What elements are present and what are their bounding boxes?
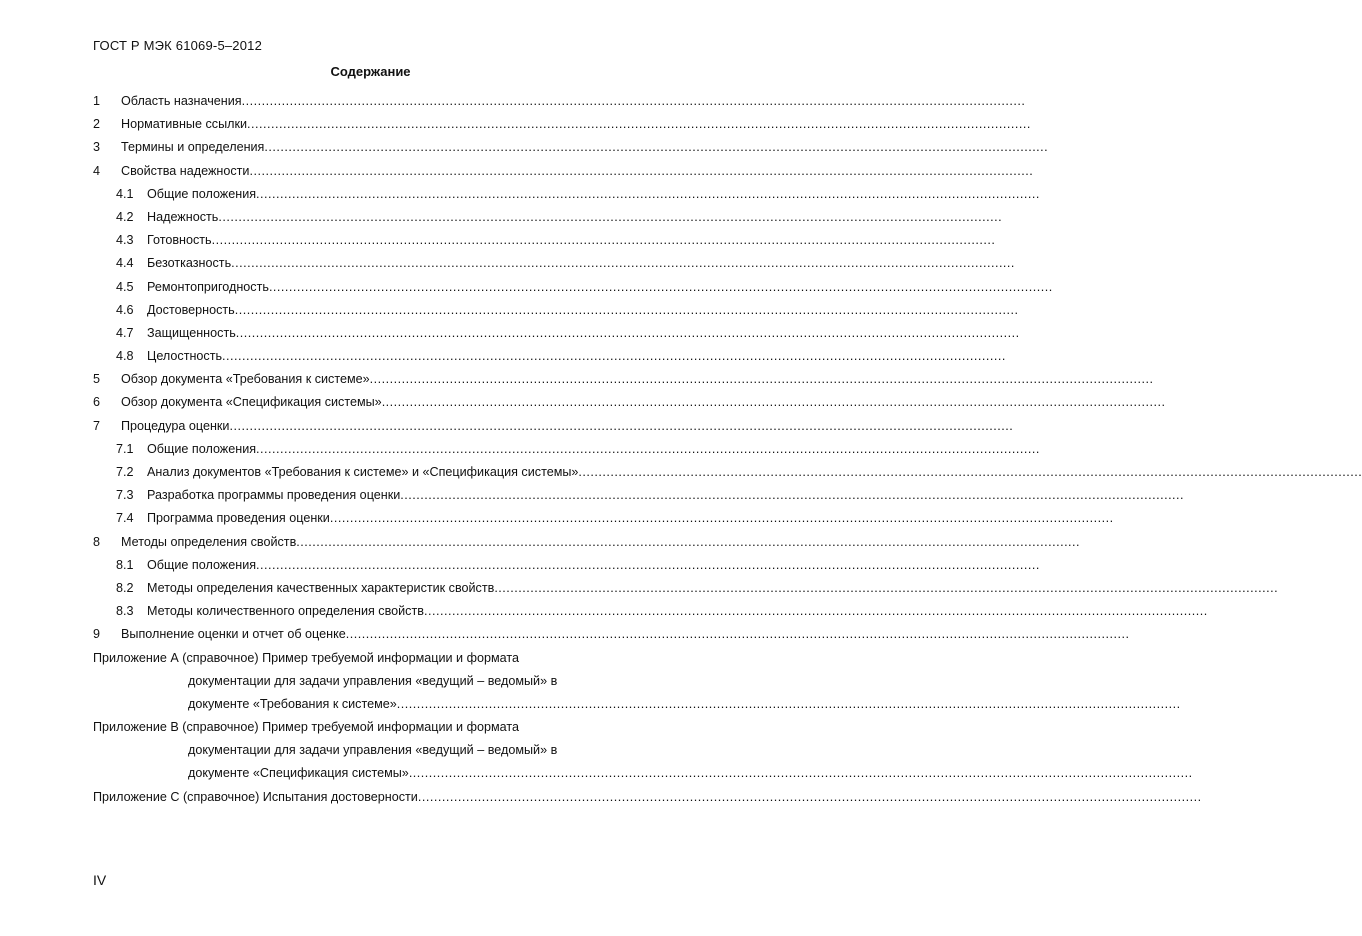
toc-entry-number: 4.7: [116, 325, 134, 340]
appendix-text: Приложение А (справочное) Пример требуемой информации и формата: [93, 650, 519, 665]
dot-leader: [400, 484, 1184, 507]
dot-leader: [409, 762, 1193, 785]
toc-entry-number: 4.2: [116, 209, 134, 224]
table-of-contents: [93, 90, 628, 809]
toc-entry: [93, 206, 628, 229]
document-page: [0, 0, 661, 936]
dot-leader: [397, 693, 1181, 716]
dot-leader: [330, 507, 1114, 530]
toc-entry-title: Разработка программы проведения оценки: [147, 488, 401, 503]
toc-entry-number: 3: [93, 140, 101, 155]
dot-leader: [247, 113, 1031, 136]
toc-entry: [93, 484, 628, 507]
dot-leader: [424, 600, 1208, 623]
toc-entry: [93, 438, 628, 461]
appendix-line: [93, 670, 628, 693]
toc-entry-title: Методы определения качественных характеристик свойств: [147, 580, 495, 595]
toc-entry: [93, 461, 628, 484]
dot-leader: [418, 786, 1202, 809]
toc-entry-title: Обзор документа «Требования к системе»: [121, 372, 370, 387]
appendix-text: документации для задачи управления «ведущий – ведомый» в: [188, 743, 558, 758]
toc-entry-number: 8: [93, 534, 101, 549]
toc-entry: [93, 299, 628, 322]
toc-entry-number: 9: [93, 627, 101, 642]
toc-entry-title: Надежность: [147, 209, 219, 224]
appendix-entry: [93, 786, 628, 809]
dot-leader: [264, 136, 1048, 159]
toc-entry-title: Общие положения: [147, 186, 257, 201]
dot-leader: [296, 531, 1080, 554]
appendix-text: Приложение В (справочное) Пример требуемой информации и формата: [93, 720, 519, 735]
toc-entry-title: Анализ документов «Требования к системе» и «Спецификация системы»: [147, 465, 579, 479]
dot-leader: [231, 252, 1015, 275]
toc-entry: [93, 415, 628, 438]
toc-entry-title: Область назначения: [121, 94, 242, 108]
toc-entry-title: Целостность: [147, 349, 223, 364]
toc-entry-number: 7.4: [116, 511, 134, 526]
toc-entry-title: Процедура оценки: [121, 418, 230, 433]
toc-entry-title: Методы определения свойств: [121, 534, 297, 549]
toc-entry: [93, 252, 628, 275]
dot-leader: [242, 90, 1026, 113]
toc-entry: [93, 322, 628, 345]
dot-leader: [222, 345, 1006, 368]
toc-entry-number: 8.3: [116, 604, 134, 619]
toc-entry-title: Безотказность: [147, 256, 232, 271]
toc-entry: [93, 136, 628, 159]
toc-entry-number: 2: [93, 117, 101, 132]
dot-leader: [269, 276, 1053, 299]
toc-entry: [93, 345, 628, 368]
toc-entry: [93, 160, 628, 183]
toc-entry: [93, 600, 628, 623]
toc-entry-title: Термины и определения: [121, 140, 265, 155]
toc-entry-number: 7: [93, 418, 101, 433]
appendix-text: документе «Требования к системе»: [188, 696, 397, 711]
appendix-line: [93, 739, 628, 762]
document-code: ГОСТ Р МЭК 61069-5–2012: [93, 38, 263, 53]
appendix-line: [93, 693, 628, 716]
dot-leader: [370, 368, 1154, 391]
toc-entry: [93, 577, 628, 600]
appendix-line: [93, 647, 628, 670]
toc-entry-number: 8.1: [116, 557, 134, 572]
toc-entry-number: 4.1: [116, 186, 134, 201]
dot-leader: [249, 160, 1033, 183]
dot-leader: [235, 299, 1019, 322]
dot-leader: [256, 438, 1040, 461]
dot-leader: [494, 577, 1278, 600]
toc-entry-number: 4.4: [116, 256, 134, 271]
toc-entry: [93, 368, 628, 391]
appendix-text: документации для задачи управления «ведущий – ведомый» в: [188, 673, 558, 688]
appendix-text: документе «Спецификация системы»: [188, 766, 409, 781]
toc-entry-title: Общие положения: [147, 441, 257, 456]
appendix-entry: [93, 647, 628, 717]
toc-entry: [93, 183, 628, 206]
toc-entry-number: 4.5: [116, 279, 134, 294]
toc-entry: [93, 507, 628, 530]
toc-entry-number: 4.3: [116, 233, 134, 248]
toc-entry-number: 4: [93, 163, 101, 178]
toc-entry-number: 7.1: [116, 441, 134, 456]
toc-entry-number: 4.8: [116, 349, 134, 364]
toc-entry-title: Обзор документа «Спецификация системы»: [121, 395, 382, 410]
toc-entry-title: Защищенность: [147, 325, 236, 340]
toc-entry: [93, 229, 628, 252]
toc-entry: [93, 554, 628, 577]
toc-entry: [93, 276, 628, 299]
toc-entry-number: 7.3: [116, 488, 134, 503]
toc-entry-title: Готовность: [147, 233, 212, 248]
dot-leader: [229, 415, 1013, 438]
toc-entry-number: 5: [93, 372, 101, 387]
toc-entry-title: Общие положения: [147, 557, 257, 572]
toc-entry: [93, 623, 628, 646]
toc-entry-number: 7.2: [116, 465, 134, 479]
dot-leader: [212, 229, 996, 252]
appendix-line: [93, 786, 628, 809]
toc-entry-number: 6: [93, 395, 101, 410]
toc-entry-title: Выполнение оценки и отчет об оценке: [121, 627, 346, 642]
dot-leader: [236, 322, 1020, 345]
toc-entry-title: Программа проведения оценки: [147, 511, 330, 526]
dot-leader: [256, 554, 1040, 577]
toc-entry-title: Свойства надежности: [121, 163, 250, 178]
page-title: Содержание: [330, 64, 411, 79]
toc-entry-title: Нормативные ссылки: [121, 117, 248, 132]
toc-entry: [93, 113, 628, 136]
dot-leader: [346, 623, 1130, 646]
dot-leader: [218, 206, 1002, 229]
toc-entry-title: Достоверность: [147, 302, 235, 317]
appendix-line: [93, 716, 628, 739]
dot-leader: [256, 183, 1040, 206]
toc-entry-number: 8.2: [116, 580, 134, 595]
toc-entry: [93, 531, 628, 554]
page-number: IV: [93, 872, 107, 888]
toc-entry-number: 4.6: [116, 302, 134, 317]
dot-leader: [578, 461, 1362, 484]
appendix-text: Приложение С (справочное) Испытания достоверности: [93, 789, 418, 804]
appendix-entry: [93, 716, 628, 786]
appendix-line: [93, 762, 628, 785]
dot-leader: [382, 391, 1166, 414]
toc-entry-title: Ремонтопригодность: [147, 279, 269, 294]
toc-entry-title: Методы количественного определения свойств: [147, 604, 424, 619]
toc-entry: [93, 90, 628, 113]
toc-entry: [93, 391, 628, 414]
toc-entry-number: 1: [93, 94, 101, 108]
